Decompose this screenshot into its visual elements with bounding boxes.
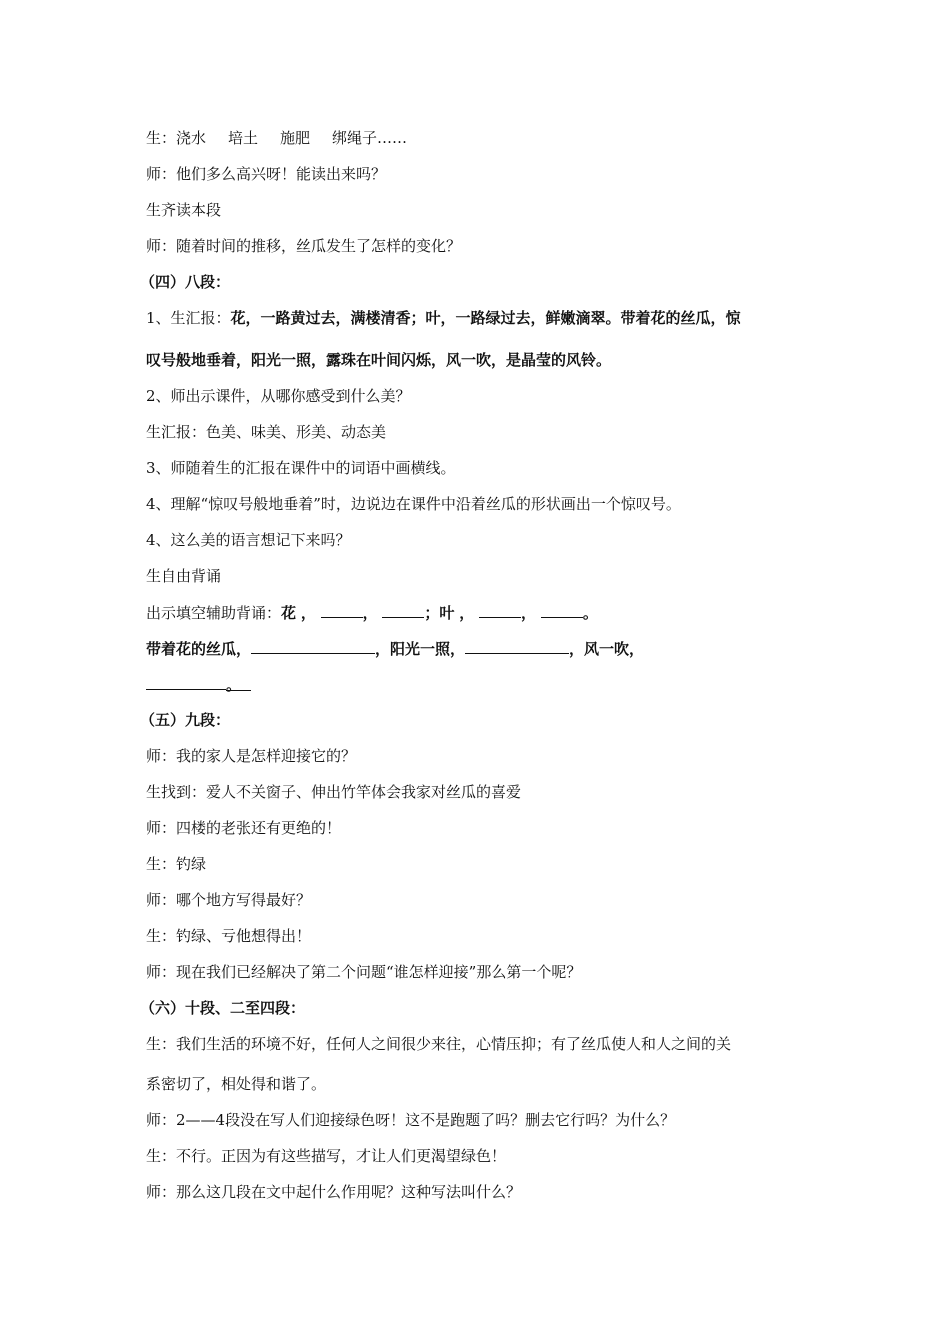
blank-line [479,602,521,618]
text-line: 师：2——4段没在写人们迎接绿色呀！这不是跑题了吗？删去它行吗？为什么？ [146,1111,676,1129]
text-line: 师：那么这几段在文中起什么作用呢？这种写法叫什么？ [146,1183,522,1201]
text-line: 4、理解“惊叹号般地垂着”时，边说边在课件中沿着丝瓜的形状画出一个惊叹号。 [146,495,681,513]
fill-blank-line [146,674,251,695]
blank-line [251,638,375,654]
text-line: 生自由背诵 [146,567,222,585]
section-heading: （四）八段： [140,273,231,291]
text-line: 师：我的家人是怎样迎接它的？ [146,747,357,765]
text-segment: 出示填空辅助背诵： [146,604,282,622]
text-line: 师：随着时间的推移，丝瓜发生了怎样的变化？ [146,237,462,255]
text-line: 生齐读本段 [146,201,222,219]
text-segment-bold: ，阳光一照， [375,640,466,658]
fill-blank-line [146,602,598,623]
text-line: 生：钓绿 [146,855,207,873]
text-line: 2、师出示课件，从哪你感受到什么美？ [146,387,411,405]
text-line [146,308,741,328]
text-segment-bold: ； [424,604,440,622]
text-segment-bold: ， [362,604,378,622]
text-segment-bold: ， [300,604,316,622]
text-line: 师：现在我们已经解决了第二个问题“谁怎样迎接”那么第一个呢？ [146,963,582,981]
section-heading: （六）十段、二至四段： [140,999,306,1017]
text-segment-bold: 叶 [439,604,455,622]
text-segment-bold: ，风一吹， [569,640,645,658]
text-segment: 施肥 [280,129,311,147]
text-segment: 绑绳子…… [332,129,408,147]
text-line: 3、师随着生的汇报在课件中的词语中画横线。 [146,459,456,477]
text-line: 生：钓绿、亏他想得出！ [146,927,312,945]
text-line: 叹号般地垂着，阳光一照，露珠在叶间闪烁，风一吹，是晶莹的风铃。 [146,351,612,369]
text-segment-bold: 。 [226,675,251,691]
text-line: 生汇报：色美、味美、形美、动态美 [146,423,387,441]
text-segment-bold: 花 [281,604,297,622]
section-heading: （五）九段： [140,711,231,729]
text-segment-bold: ， [459,604,475,622]
blank-line [321,602,363,618]
text-line: 系密切了，相处得和谐了。 [146,1075,327,1093]
text-segment-bold: ， [521,604,537,622]
text-line: 生：不行。正因为有这些描写，才让人们更渴望绿色！ [146,1147,507,1165]
text-segment-bold: 花，一路黄过去，满楼清香；叶，一路绿过去，鲜嫩滴翠。带着花的丝瓜，惊 [230,309,741,327]
text-segment: 培土 [228,129,259,147]
fill-blank-line [146,638,644,659]
blank-line [541,602,583,618]
blank-line [146,674,226,690]
text-line: 生找到：爱人不关窗子、伸出竹竿体会我家对丝瓜的喜爱 [146,783,522,801]
text-line: 4、这么美的语言想记下来吗？ [146,531,351,549]
text-segment-bold: 带着花的丝瓜， [146,640,252,658]
text-segment-bold: 。 [582,604,598,622]
text-line: 师：他们多么高兴呀！能读出来吗？ [146,165,387,183]
blank-line [382,602,424,618]
blank-line [465,638,569,654]
text-line [146,128,407,148]
text-segment: 生：浇水 [146,129,207,147]
text-line: 师：哪个地方写得最好？ [146,891,312,909]
text-line: 生：我们生活的环境不好，任何人之间很少来往，心情压抑；有了丝瓜使人和人之间的关 [146,1035,732,1053]
text-segment: 1、生汇报： [146,309,231,327]
text-line: 师：四楼的老张还有更绝的！ [146,819,342,837]
